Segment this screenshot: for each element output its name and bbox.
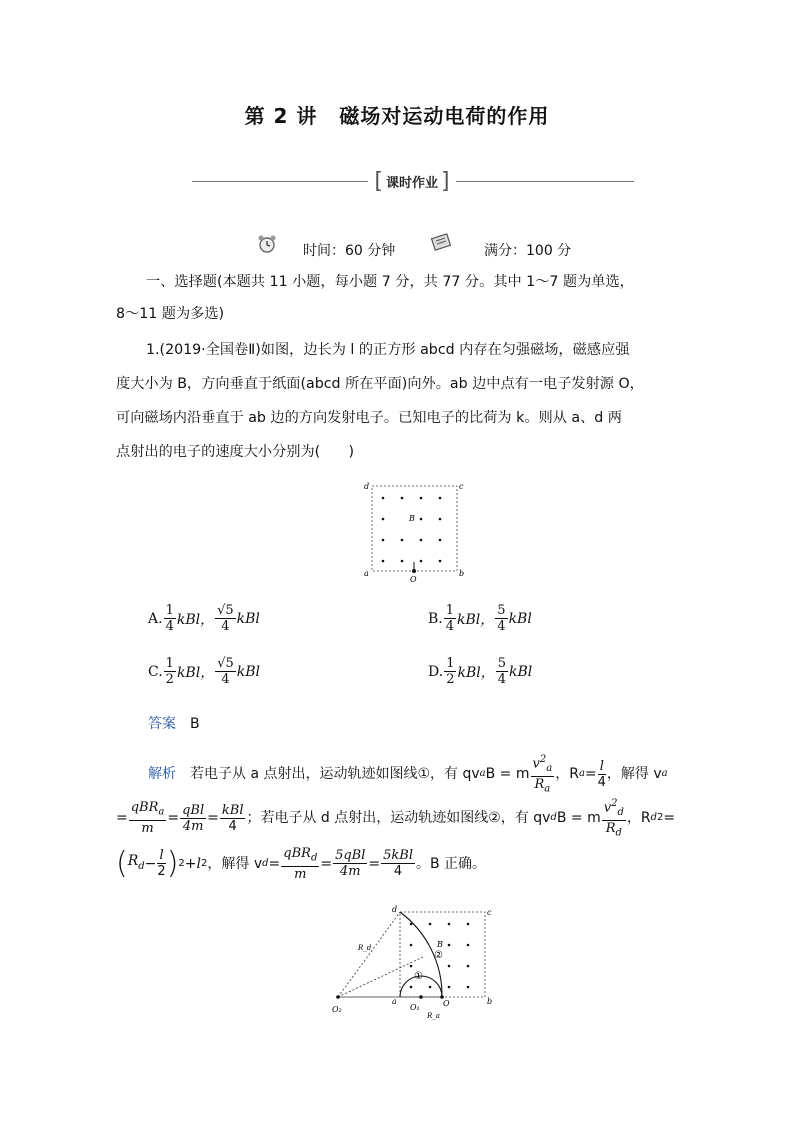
option-c[interactable]: C. $\frac{1}{2}$ kBl， $\frac{√5}{4}$ kBl <box>148 656 261 687</box>
solution-figure <box>330 900 500 1025</box>
banner-line-right <box>456 181 634 182</box>
answer-line <box>148 713 200 733</box>
label-b: b <box>459 569 465 578</box>
svg-text:①: ① <box>414 971 423 982</box>
svg-text:O₂: O₂ <box>332 1005 342 1014</box>
question-line-2: 度大小为 B，方向垂直于纸面(abcd 所在平面)向外。ab 边中点有一电子发射源 O， <box>116 376 644 392</box>
label-B: B <box>409 514 415 523</box>
source-point <box>412 569 416 573</box>
svg-text:O₁: O₁ <box>410 1003 420 1012</box>
svg-text:c: c <box>487 908 492 917</box>
svg-text:R_a: R_a <box>427 1012 440 1020</box>
page-title <box>0 100 794 129</box>
svg-text:a: a <box>392 997 397 1006</box>
dash-helper <box>338 956 425 997</box>
full-score: 满分：100 分 <box>484 243 572 259</box>
section-line-2: 8～11 题为多选) <box>116 306 225 322</box>
question-line-1: 1.(2019·全国卷Ⅱ)如图，边长为 l 的正方形 abcd 内存在匀强磁场，磁感应强 <box>146 342 630 358</box>
question-line-3: 可向磁场内沿垂直于 ab 边的方向发射电子。已知电子的比荷为 k。则从 a、d 两 <box>116 410 622 426</box>
svg-text:B: B <box>437 940 443 949</box>
field-dots <box>382 497 442 563</box>
option-a[interactable]: A. $\frac{1}{4}$ kBl， $\frac{√5}{4}$ kBl <box>148 603 260 634</box>
svg-text:R_d: R_d <box>358 944 372 952</box>
option-d[interactable]: D. $\frac{1}{2}$ kBl， $\frac{5}{4}$ kBl <box>428 656 533 687</box>
label-c: c <box>459 482 464 491</box>
question-line-4: 点射出的电子的速度大小分别为( ) <box>116 444 355 460</box>
banner-line-left <box>192 181 368 182</box>
field-square <box>372 486 457 571</box>
radius-rd-line <box>338 912 400 997</box>
question-figure <box>360 478 470 588</box>
explanation-line-3: ( $R_d$ − $\frac{l}{2}$ ) 2 + l 2 ，解得 v d = $\frac{qBR_d}{m}$ = $\frac{\text{5qBl}}{4m}$ = $\frac{\text{5kBl}}{4}$ 。B 正确。 <box>116 845 487 882</box>
answer-value: B <box>190 716 200 732</box>
svg-text:d: d <box>392 905 398 914</box>
explanation-line-1: 解析 若电子从 a 点射出，运动轨迹如图线①，有 qv a B = m $\frac{v^2_a}{R_a}$ ，R a = $\frac{l}{4}$ ，解得 v a <box>148 754 668 795</box>
time-limit: 时间：60 分钟 <box>303 243 396 259</box>
svg-text:b: b <box>487 997 493 1006</box>
score-sheet-icon <box>430 232 454 258</box>
lecture-topic: 磁场对运动电荷的作用 <box>339 104 550 128</box>
explanation-line-2: = $\frac{qBR_a}{m}$ = $\frac{\text{qBl}}{4m}$ = $\frac{\text{kBl}}{4}$ ；若电子从 d 点射出，运动轨迹如图线②，有 qv d B = m $\frac{v^2_d}{R_d}$ ，R d 2 = <box>116 798 676 839</box>
section-line-1: 一、选择题(本题共 11 小题，每小题 7 分，共 77 分。其中 1～7 题为单选， <box>146 274 634 290</box>
homework-banner: [ 课时作业 ] <box>374 168 450 194</box>
label-O: O <box>410 575 417 584</box>
svg-text:O: O <box>443 999 450 1008</box>
explanation-label: 解析 <box>148 766 176 783</box>
option-b[interactable]: B. $\frac{1}{4}$ kBl， $\frac{5}{4}$ kBl <box>428 603 532 634</box>
alarm-clock-icon <box>256 233 278 259</box>
banner-label: 课时作业 <box>385 175 438 191</box>
label-d: d <box>364 482 370 491</box>
lecture-number: 第 2 讲 <box>244 104 318 128</box>
svg-text:②: ② <box>434 950 443 961</box>
answer-label: 答案 <box>148 716 176 732</box>
label-a: a <box>364 569 369 578</box>
